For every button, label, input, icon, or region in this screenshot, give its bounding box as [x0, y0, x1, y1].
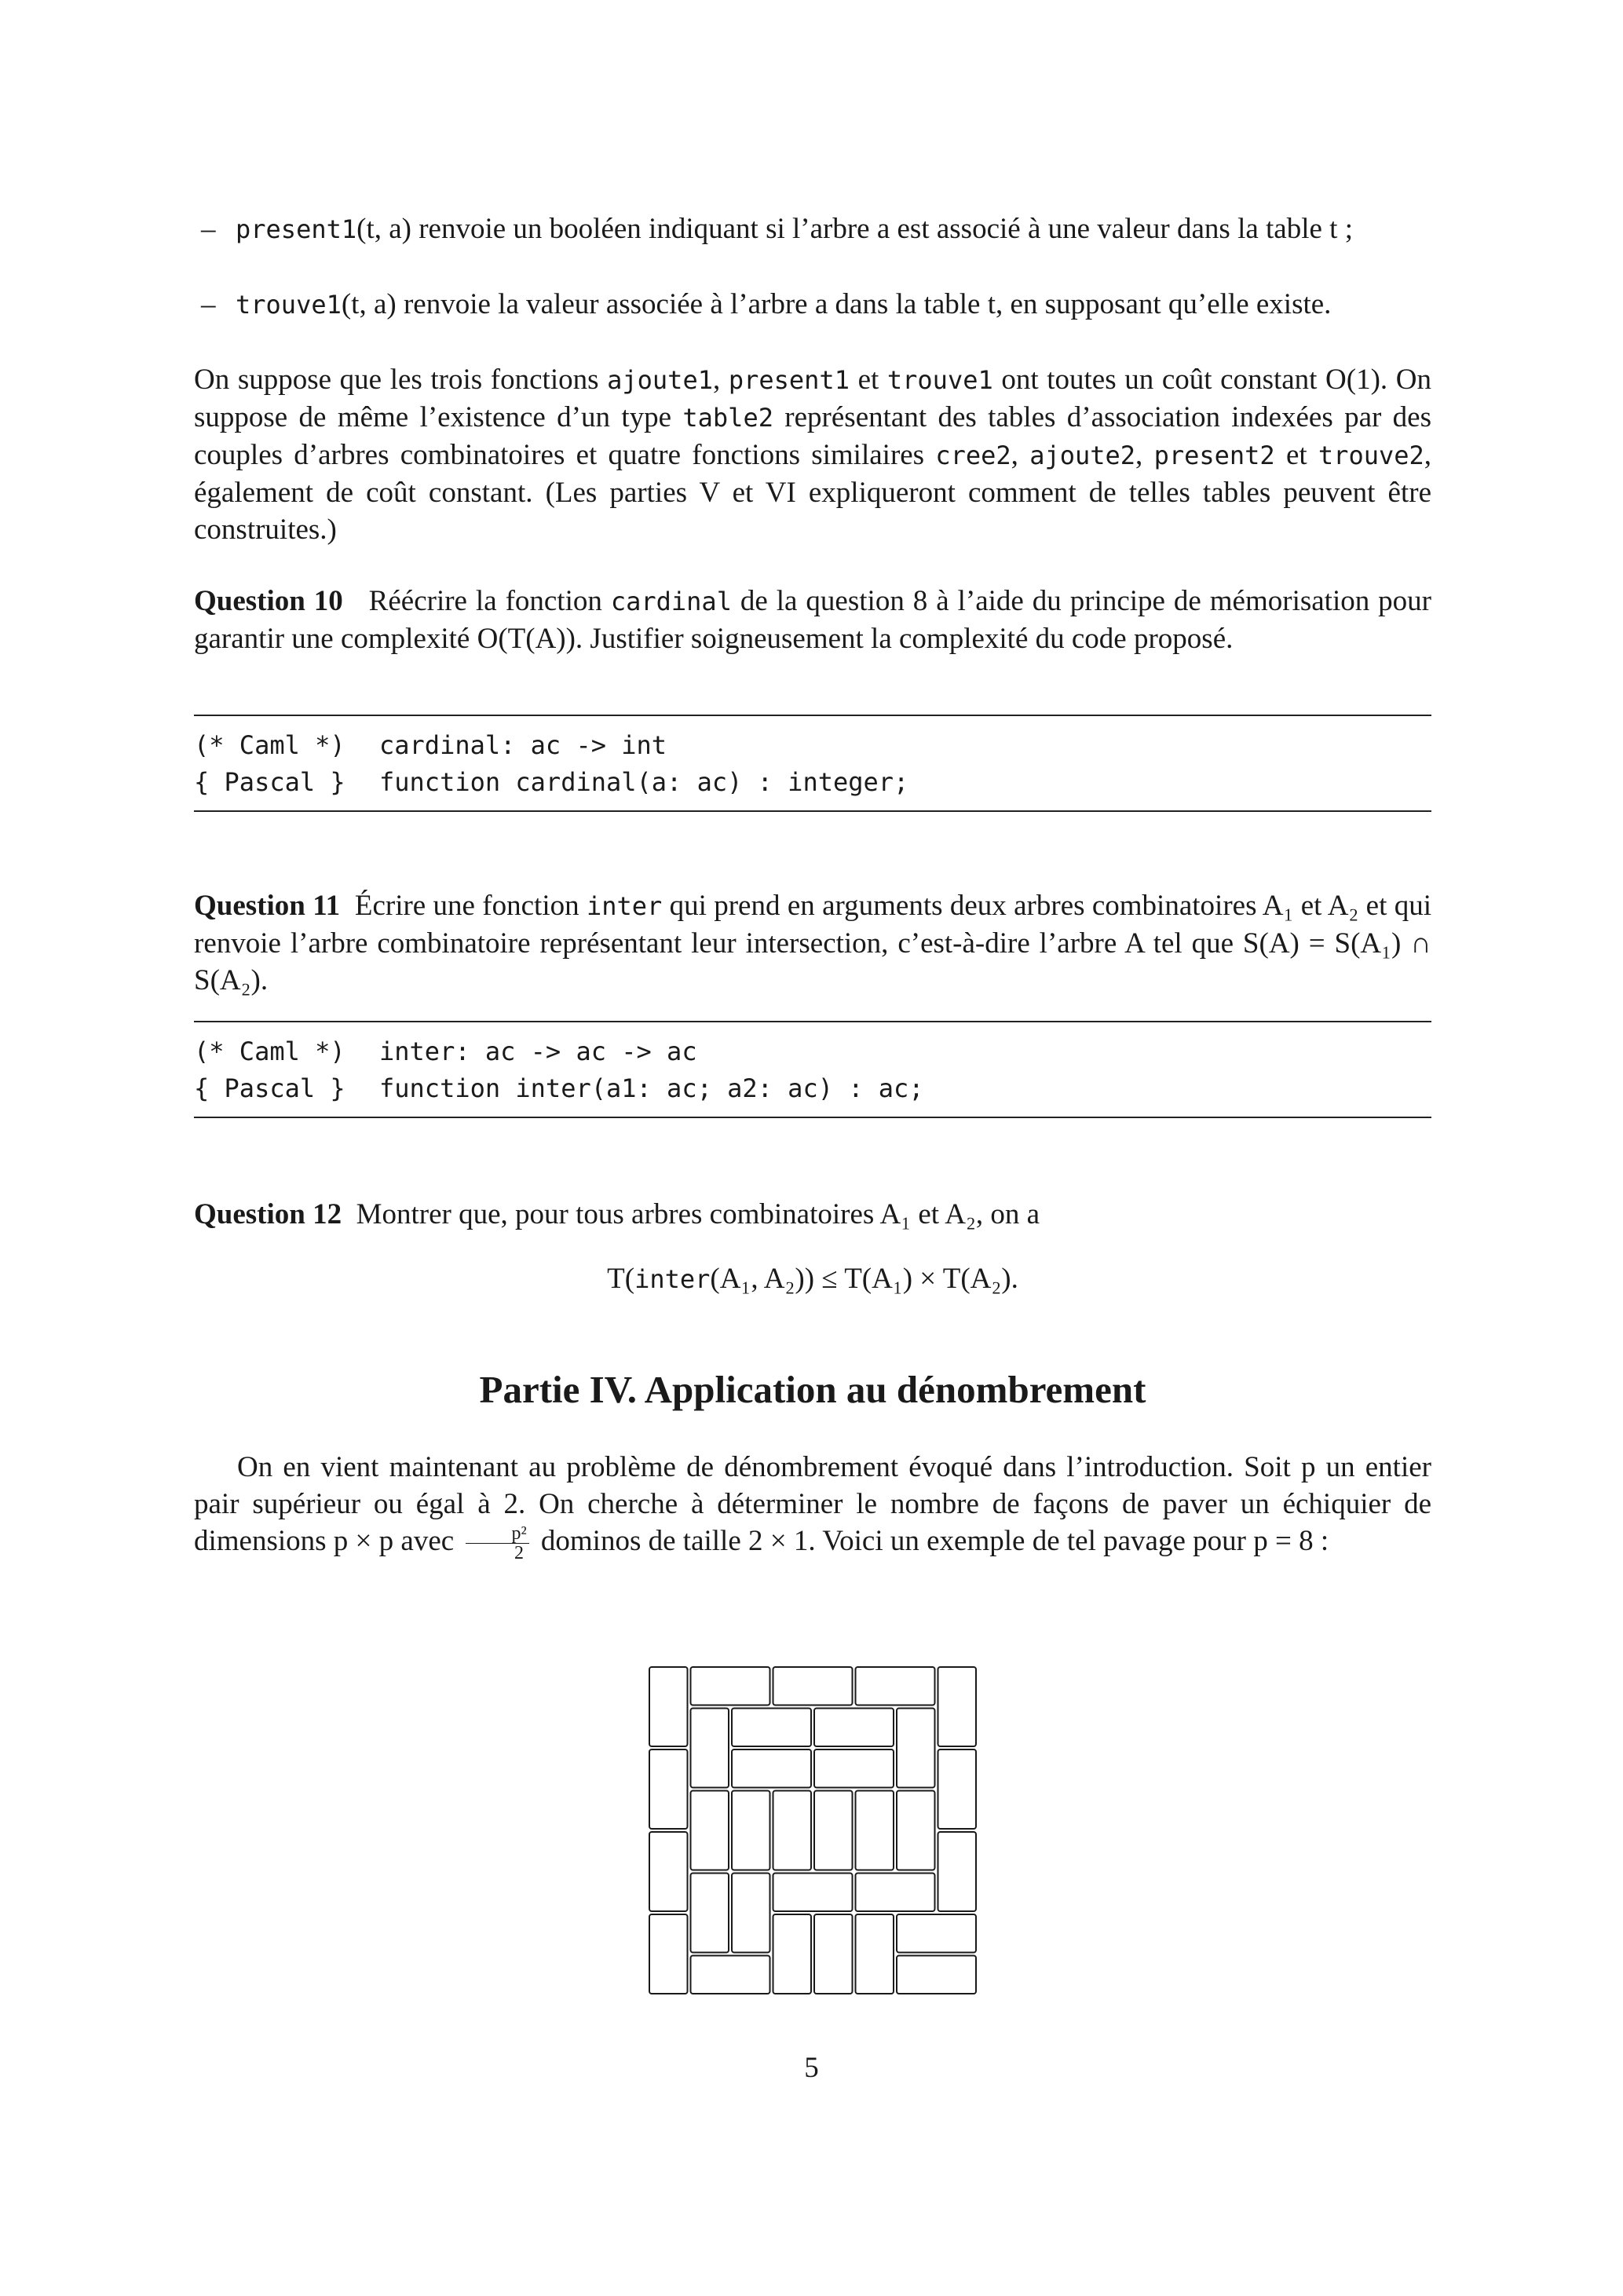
text: , — [712, 364, 729, 396]
text: , — [1135, 439, 1154, 471]
eq-code: inter — [634, 1264, 711, 1294]
code-inter: inter — [586, 891, 663, 921]
text: représentant des tables d’association indexées par des couples d’arbres combinatoires et quatre fonctions similaires — [194, 401, 1432, 471]
domino-vertical — [938, 1832, 977, 1911]
frac-num: p² — [466, 1524, 528, 1544]
fraction — [466, 1524, 528, 1563]
code-cree2: cree2 — [935, 441, 1011, 470]
domino-horizontal — [732, 1749, 811, 1788]
fn-name: present1 — [236, 214, 357, 244]
domino-horizontal — [814, 1749, 894, 1788]
signature: function cardinal(a: ac) : integer; — [379, 767, 909, 797]
code-signature-pascal — [194, 764, 1431, 800]
signature: inter: ac -> ac -> ac — [379, 1036, 697, 1066]
eq-part: (A₁, A₂)) ≤ T(A₁) × T(A₂). — [710, 1263, 1018, 1295]
text: et — [1274, 439, 1318, 471]
lang-label: { Pascal } — [194, 767, 345, 797]
code-table2: table2 — [682, 403, 773, 433]
frac-den: 2 — [514, 1543, 525, 1564]
domino-vertical — [814, 1791, 853, 1870]
code-trouve1: trouve1 — [886, 365, 993, 395]
denombrement-paragraph — [194, 1449, 1431, 1563]
text: Écrire une fonction — [354, 890, 587, 922]
bullet-text: renvoie la valeur associée à l’arbre a dans la table t, en supposant qu’elle existe. — [396, 288, 1332, 320]
domino-horizontal — [773, 1874, 853, 1912]
domino-vertical — [649, 1667, 688, 1746]
fn-args: (t, a) — [356, 213, 411, 245]
bullet-present1 — [201, 210, 1431, 248]
bullet-trouve1 — [201, 286, 1431, 324]
domino-horizontal — [814, 1709, 894, 1747]
domino-vertical — [814, 1914, 853, 1994]
domino-vertical — [649, 1832, 688, 1911]
eq-part: T( — [607, 1263, 635, 1295]
domino-horizontal — [897, 1914, 976, 1953]
domino-vertical — [649, 1749, 688, 1829]
code-trouve2: trouve2 — [1318, 441, 1424, 470]
domino-vertical — [856, 1791, 894, 1870]
intro-paragraph — [194, 361, 1431, 548]
text: , — [1011, 439, 1030, 471]
text: On en vient maintenant au problème de dénombrement évoqué dans l’introduction. Soit p un entier pair supérieur ou égal à 2. On cherche à déterminer le nombre de façons de paver un échiquier de dimensions p × p avec — [194, 1451, 1431, 1557]
page-number: 5 — [804, 2052, 819, 2084]
question-10 — [194, 583, 1431, 657]
code-ajoute1: ajoute1 — [607, 365, 713, 395]
code-rule-bottom — [194, 1117, 1431, 1118]
text: Réécrire la fonction — [368, 585, 611, 617]
code-signature-caml — [194, 727, 1431, 763]
domino-horizontal — [691, 1956, 770, 1994]
domino-vertical — [897, 1791, 935, 1870]
fn-name: trouve1 — [236, 290, 342, 320]
text: dominos de taille 2 × 1. Voici un exemple de tel pavage pour p = 8 : — [533, 1525, 1329, 1557]
domino-vertical — [649, 1914, 688, 1994]
bullet-dash: – — [201, 213, 216, 245]
text: On suppose que les trois fonctions — [194, 364, 608, 396]
code-rule-bottom — [194, 810, 1431, 812]
text: ont toutes un coût constant O(1). On suppose de même l’existence d’un type — [194, 364, 1431, 433]
code-signature-pascal — [194, 1070, 1431, 1106]
text: qui prend en arguments deux arbres combinatoires A₁ et A₂ et qui renvoie l’arbre combinatoire représentant leur intersection, c’est-à-dire l’arbre A tel que S(A) = S(A₁) ∩ S(A₂). — [194, 890, 1431, 996]
fn-args: (t, a) — [341, 288, 397, 320]
code-cardinal: cardinal — [610, 587, 732, 616]
domino-horizontal — [773, 1667, 853, 1706]
text: et — [849, 364, 887, 396]
text: de la question 8 à l’aide du principe de mémorisation pour garantir une complexité O(T(A)). Justifier soigneusement la complexité du code proposé. — [194, 585, 1432, 655]
question-label: Question 12 — [194, 1198, 342, 1230]
text: , également de coût constant. (Les parties V et VI expliqueront comment de telles tables peuvent être construites.) — [194, 439, 1432, 546]
question-11 — [194, 887, 1431, 999]
domino-vertical — [938, 1667, 977, 1746]
bullet-text: renvoie un booléen indiquant si l’arbre a est associé à une valeur dans la table t ; — [411, 213, 1353, 245]
domino-tiling-figure — [644, 1662, 981, 1999]
domino-horizontal — [856, 1874, 935, 1912]
question-12 — [194, 1196, 1431, 1233]
signature: function inter(a1: ac; a2: ac) : ac; — [379, 1073, 924, 1103]
domino-vertical — [856, 1914, 894, 1994]
domino-vertical — [691, 1709, 729, 1788]
code-rule-top — [194, 1021, 1431, 1022]
lang-label: (* Caml *) — [194, 1036, 345, 1066]
code-present1: present1 — [728, 365, 850, 395]
domino-vertical — [938, 1749, 977, 1829]
question-label: Question 11 — [194, 890, 341, 922]
domino-vertical — [897, 1709, 935, 1788]
code-signature-caml — [194, 1033, 1431, 1069]
domino-horizontal — [691, 1667, 770, 1706]
equation-q12 — [194, 1260, 1431, 1298]
question-label: Question 10 — [194, 585, 343, 617]
domino-horizontal — [856, 1667, 935, 1706]
domino-vertical — [691, 1791, 729, 1870]
lang-label: (* Caml *) — [194, 730, 345, 760]
code-present2: present2 — [1153, 441, 1275, 470]
signature: cardinal: ac -> int — [379, 730, 667, 760]
domino-vertical — [732, 1874, 770, 1953]
code-rule-top — [194, 715, 1431, 716]
domino-vertical — [732, 1791, 770, 1870]
text: Montrer que, pour tous arbres combinatoires A₁ et A₂, on a — [356, 1198, 1040, 1230]
domino-horizontal — [732, 1709, 811, 1747]
domino-vertical — [773, 1914, 812, 1994]
lang-label: { Pascal } — [194, 1073, 345, 1103]
code-ajoute2: ajoute2 — [1029, 441, 1136, 470]
domino-vertical — [691, 1874, 729, 1953]
bullet-dash: – — [201, 288, 216, 320]
domino-horizontal — [897, 1956, 976, 1994]
domino-vertical — [773, 1791, 812, 1870]
section-heading: Partie IV. Application au dénombrement — [479, 1368, 1146, 1411]
